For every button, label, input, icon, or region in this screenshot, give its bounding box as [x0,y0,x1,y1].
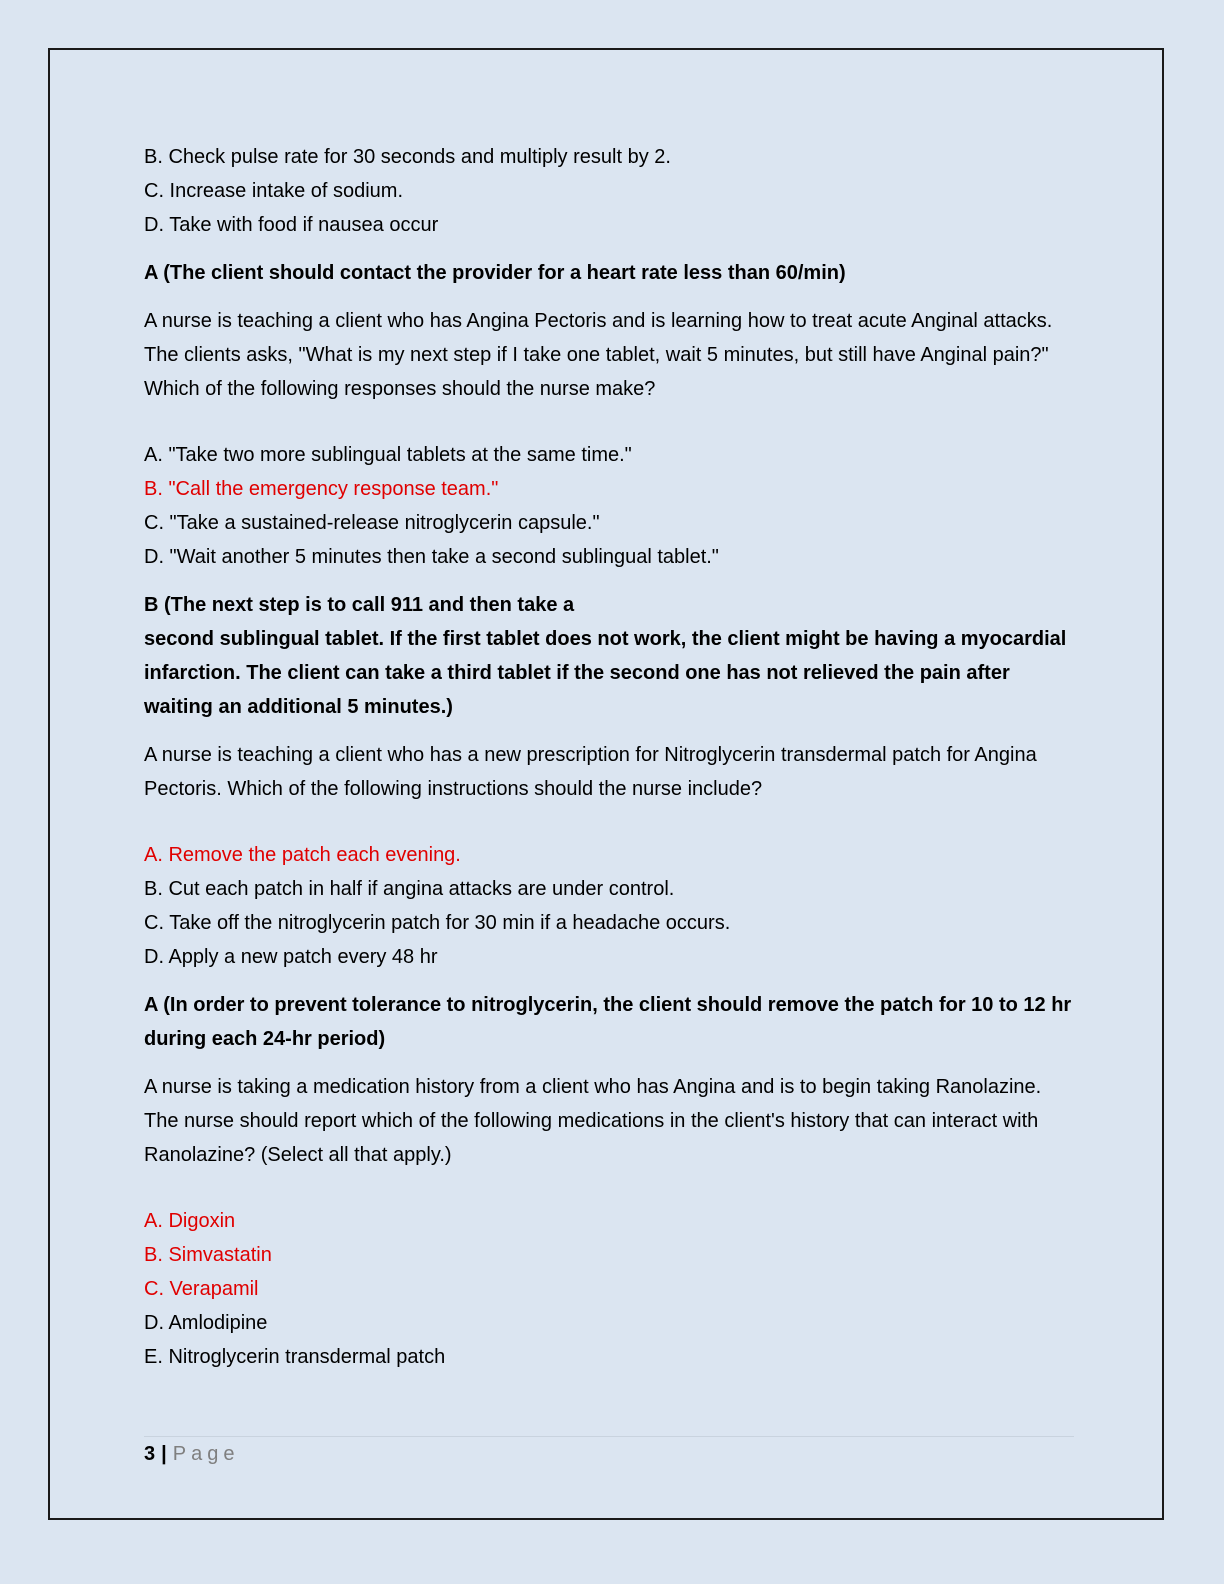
q4-option-e: E. Nitroglycerin transdermal patch [144,1346,446,1368]
q1-option-d: D. Take with food if nausea occur [144,214,439,236]
page-label: Page [172,1443,240,1465]
q2-option-b-correct: B. "Call the emergency response team." [144,478,499,500]
q2-option-a: A. "Take two more sublingual tablets at the same time." [144,444,632,466]
q3-stem: A nurse is teaching a client who has a new prescription for Nitroglycerin transdermal patch for Angina Pectoris. Which of the following instructions should the nurse include? [144,744,1037,800]
q1-option-b: B. Check pulse rate for 30 seconds and multiply result by 2. [144,146,671,168]
document-content [144,140,1074,1374]
q4-option-d: D. Amlodipine [144,1312,268,1334]
q4-option-b-correct: B. Simvastatin [144,1244,272,1266]
q4-stem: A nurse is taking a medication history from a client who has Angina and is to begin taking Ranolazine. The nurse should report which of the following medications in the client's history that can interact with Ranolazine? (Select all that apply.) [144,1076,1042,1166]
footer-divider [144,1436,1074,1437]
page-footer [144,1440,239,1468]
q2-option-d: D. "Wait another 5 minutes then take a second sublingual tablet." [144,546,719,568]
q1-answer: A (The client should contact the provider for a heart rate less than 60/min) [144,262,846,284]
q3-option-a-correct: A. Remove the patch each evening. [144,844,461,866]
q2-answer-rest: second sublingual tablet. If the first tablet does not work, the client might be having a myocardial infarction. The client can take a third tablet if the second one has not relieved the pain after waiting an additional 5 minutes.) [144,628,1067,718]
q4-option-a-correct: A. Digoxin [144,1210,236,1232]
q2-option-c: C. "Take a sustained-release nitroglycerin capsule." [144,512,600,534]
footer-separator: | [161,1443,167,1465]
q3-answer: A (In order to prevent tolerance to nitroglycerin, the client should remove the patch for 10 to 12 hr during each 24-hr period) [144,994,1072,1050]
q3-option-b: B. Cut each patch in half if angina attacks are under control. [144,878,675,900]
q2-stem: A nurse is teaching a client who has Angina Pectoris and is learning how to treat acute Anginal attacks. The clients asks, "What is my next step if I take one tablet, wait 5 minutes, but still have Anginal pain?" Which of the following responses should the nurse make? [144,310,1053,400]
q3-option-d: D. Apply a new patch every 48 hr [144,946,438,968]
q2-answer-line1: B (The next step is to call 911 and then take a [144,594,575,616]
q1-option-c: C. Increase intake of sodium. [144,180,404,202]
q3-option-c: C. Take off the nitroglycerin patch for 30 min if a headache occurs. [144,912,731,934]
q4-option-c-correct: C. Verapamil [144,1278,259,1300]
page-number: 3 [144,1443,156,1465]
